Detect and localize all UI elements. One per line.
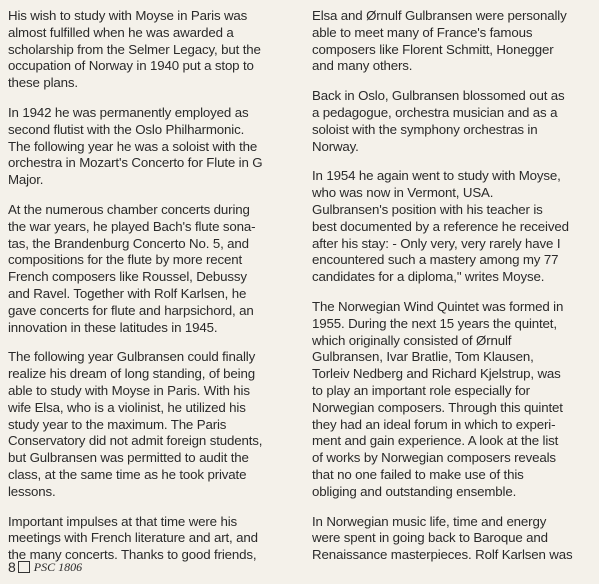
paragraph: In 1954 he again went to study with Moyse, who was now in Vermont, USA. Gulbransen's position with his teacher is best documented by a reference he received after his stay: - Only very, very rarely have I encountered such a mastery among my 77 candidates for a diploma," writes Moyse.	[312, 168, 569, 285]
paragraph: The following year Gulbransen could finally realize his dream of long standing, of being able to study with Moyse in Paris. With his wife Elsa, who is a violinist, he utilized his study year to the maximum. The Paris Conservatory did not admit foreign students, but Gulbransen was permitted to audit the class, at the same time as he took private lessons.	[8, 349, 263, 499]
paragraph: In Norwegian music life, time and energy were spent in going back to Baroque and Renaissance masterpieces. Rolf Karlsen was	[312, 513, 573, 563]
catalog-number: PSC 1806	[33, 559, 83, 574]
paragraph: Back in Oslo, Gulbransen blossomed out as a pedagogue, orchestra musician and as a soloist with the symphony orchestras in Norway.	[312, 88, 565, 154]
paragraph: The Norwegian Wind Quintet was formed in 1955. During the next 15 years the quintet, which originally consisted of Ørnulf Gulbransen, Ivar Bratlie, Tom Klausen, Torleiv Nedberg and Richard Kjelstrup, was to play an important role especially for Norwegian composers. Through this quintet they had an ideal forum in which to experi- ment and gain experience. A look at the list of works by Norwegian composers reveals that no one failed to make use of this obliging and outstanding ensemble.	[312, 298, 564, 499]
paragraph: His wish to study with Moyse in Paris was almost fulfilled when he was awarded a scholarship from the Selmer Legacy, but the occupation of Norway in 1940 put a stop to these plans.	[8, 8, 261, 91]
page-number: 8	[8, 559, 16, 575]
paragraph: In 1942 he was permanently employed as second flutist with the Oslo Philharmonic. The following year he was a soloist with the orchestra in Mozart's Concerto for Flute in G Major.	[8, 104, 263, 188]
page-footer	[8, 559, 82, 575]
paragraph: At the numerous chamber concerts during the war years, he played Bach's flute sona- tas, the Brandenburg Concerto No. 5, and compositions for the flute by more recent French composers like Roussel, Debussy and Ravel. Together with Rolf Karlsen, he gave concerts for flute and harpsichord, an innovation in these latitudes in 1945.	[8, 201, 256, 335]
square-box-icon	[18, 561, 30, 573]
paragraph: Important impulses at that time were his meetings with French literature and art, and the many concerts. Thanks to good friends,	[8, 513, 258, 563]
right-column	[312, 8, 594, 577]
left-column	[8, 8, 288, 577]
paragraph: Elsa and Ørnulf Gulbransen were personally able to meet many of France's famous composers like Florent Schmitt, Honegger and many others.	[312, 8, 567, 74]
